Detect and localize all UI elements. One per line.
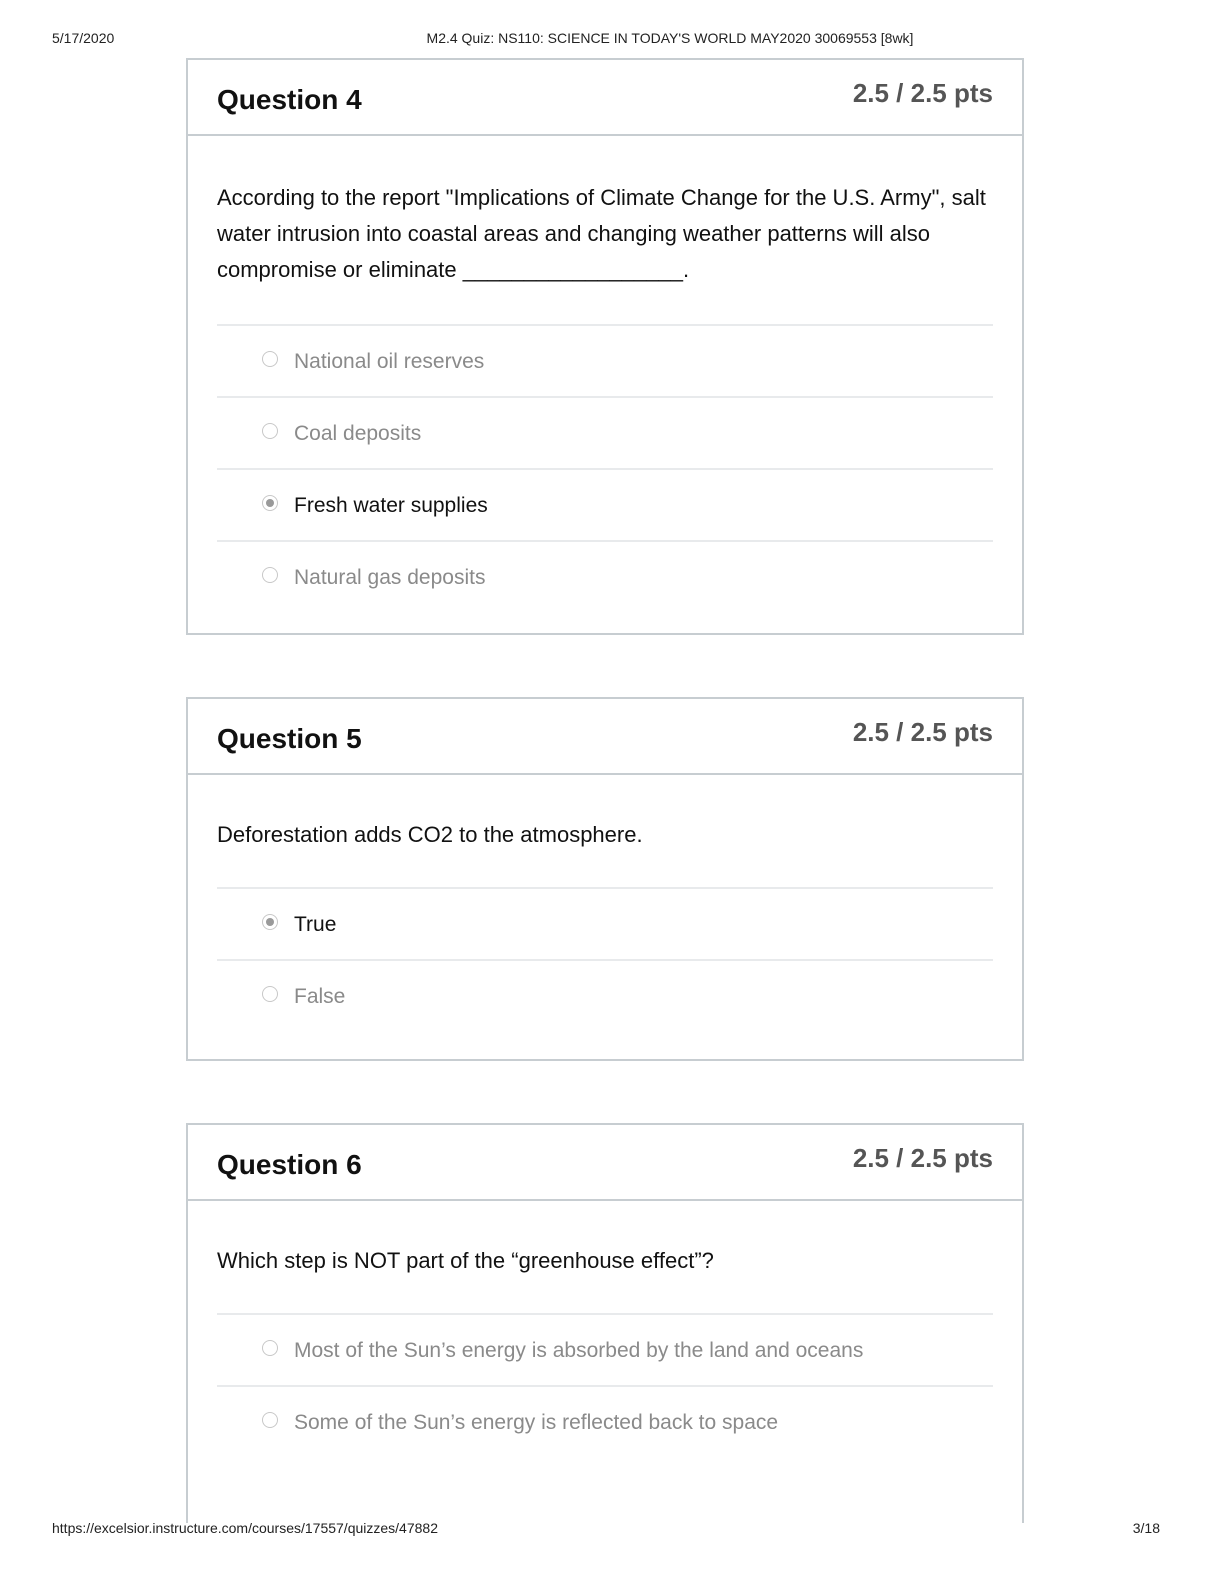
radio-button[interactable]	[262, 1340, 278, 1356]
question-title: Question 6	[217, 1149, 362, 1180]
page-url: https://excelsior.instructure.com/courses/17557/quizzes/47882	[52, 1520, 438, 1536]
answer-label: Some of the Sun’s energy is reflected back to space	[294, 1411, 779, 1434]
answer-option[interactable]	[217, 1315, 993, 1387]
question-points: 2.5 / 2.5 pts	[852, 717, 993, 747]
radio-button-selected[interactable]	[262, 914, 278, 930]
answer-option[interactable]	[217, 1387, 993, 1457]
answer-label: National oil reserves	[294, 350, 485, 373]
answer-label: False	[294, 985, 346, 1008]
answer-option-selected[interactable]	[217, 470, 993, 542]
page-number: 3/18	[1132, 1520, 1160, 1536]
answer-option[interactable]	[217, 961, 993, 1031]
answer-list	[217, 1313, 993, 1457]
question-text: According to the report "Implications of Climate Change for the U.S. Army", salt water intrusion into coastal areas and changing weather patterns will also compromise or eliminate __________________.	[217, 185, 986, 282]
question-points: 2.5 / 2.5 pts	[852, 1143, 993, 1173]
answer-label: Most of the Sun’s energy is absorbed by the land and oceans	[294, 1339, 864, 1362]
question-header	[188, 699, 1022, 775]
question-text: Which step is NOT part of the “greenhouse effect”?	[217, 1248, 714, 1273]
answer-option[interactable]	[217, 326, 993, 398]
answer-label: Natural gas deposits	[294, 566, 486, 589]
answer-option-selected[interactable]	[217, 889, 993, 961]
question-text: Deforestation adds CO2 to the atmosphere.	[217, 822, 643, 847]
answer-list	[217, 887, 993, 1031]
question-title: Question 4	[217, 84, 362, 115]
question-4	[186, 58, 1024, 635]
answer-label: Coal deposits	[294, 422, 422, 445]
answer-label: Fresh water supplies	[294, 494, 488, 517]
print-title: M2.4 Quiz: NS110: SCIENCE IN TODAY'S WORLD MAY2020 30069553 [8wk]	[426, 30, 914, 46]
question-header	[188, 60, 1022, 136]
question-body	[188, 817, 1022, 1031]
question-header	[188, 1125, 1022, 1201]
radio-button[interactable]	[262, 423, 278, 439]
question-body	[188, 1243, 1022, 1457]
radio-button[interactable]	[262, 351, 278, 367]
answer-list	[217, 324, 993, 612]
answer-option[interactable]	[217, 398, 993, 470]
radio-button[interactable]	[262, 567, 278, 583]
print-date: 5/17/2020	[52, 30, 115, 46]
question-title: Question 5	[217, 723, 362, 754]
question-points: 2.5 / 2.5 pts	[852, 78, 993, 108]
print-header	[0, 30, 1224, 50]
answer-option[interactable]	[217, 542, 993, 612]
answer-label: True	[294, 913, 337, 936]
question-6	[186, 1123, 1024, 1523]
question-body	[188, 180, 1022, 612]
question-5	[186, 697, 1024, 1061]
radio-button[interactable]	[262, 1412, 278, 1428]
radio-button[interactable]	[262, 986, 278, 1002]
print-footer	[0, 1520, 1224, 1540]
radio-button-selected[interactable]	[262, 495, 278, 511]
